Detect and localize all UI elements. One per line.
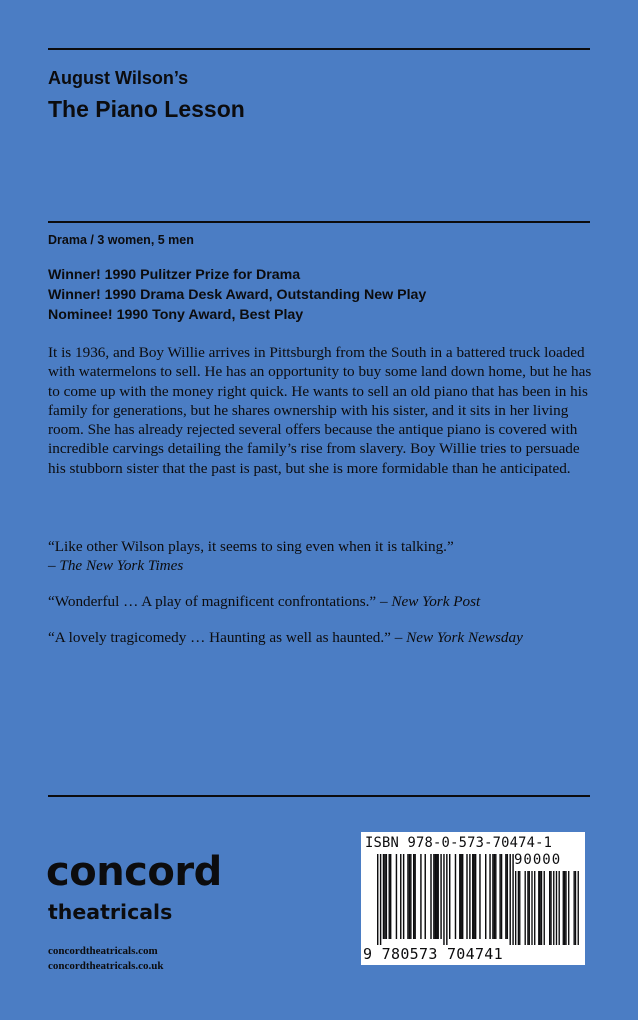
quote-text: “A lovely tragicomedy … Haunting as well as haunted.” <box>48 629 391 646</box>
publisher-url-com[interactable]: concordtheatricals.com <box>48 945 158 957</box>
barcode-bar <box>549 871 550 945</box>
barcode-bar <box>414 854 415 939</box>
barcode-bar <box>377 854 378 945</box>
barcode-bar <box>455 854 456 939</box>
publisher-logo-theatricals: theatricals <box>48 900 173 924</box>
barcode-bar <box>492 854 493 939</box>
barcode-bar <box>413 854 414 939</box>
barcode-bar <box>559 871 560 945</box>
barcode-bar <box>501 854 502 939</box>
review-quote <box>48 537 593 576</box>
barcode-bar <box>544 871 545 945</box>
barcode-bar <box>556 871 557 945</box>
barcode-bar <box>383 854 384 939</box>
barcode-bar <box>420 854 421 939</box>
barcode-bar <box>440 854 441 939</box>
isbn-label: ISBN 978-0-573-70474-1 <box>365 835 553 851</box>
barcode-bar <box>507 854 508 939</box>
barcode-bar <box>400 854 401 939</box>
barcode-bar <box>575 871 576 945</box>
barcode-bar <box>462 854 463 939</box>
barcode-bar <box>437 854 438 939</box>
barcode-bar <box>525 871 526 945</box>
quote-text: “Like other Wilson plays, it seems to sing even when it is talking.” <box>48 538 454 555</box>
barcode-bar <box>495 854 496 939</box>
barcode-bar <box>461 854 462 939</box>
barcode-bar <box>446 854 447 945</box>
quote-text: “Wonderful … A play of magnificent confrontations.” <box>48 593 377 610</box>
publisher-logo-concord: concord <box>46 849 222 895</box>
barcode-bar <box>430 854 431 939</box>
barcode-bar <box>384 854 385 939</box>
barcode-bar <box>386 854 387 939</box>
barcode-bar <box>459 854 460 939</box>
review-quote <box>48 628 593 647</box>
quote-source: New York Newsday <box>406 629 523 646</box>
publisher-url-couk[interactable]: concordtheatricals.co.uk <box>48 960 164 972</box>
awards-list <box>48 265 588 325</box>
barcode-bar <box>505 854 506 939</box>
barcode-bar <box>475 854 476 939</box>
quote-source: New York Post <box>391 593 481 610</box>
barcode-bar <box>389 854 390 939</box>
barcode-bar <box>534 871 535 945</box>
barcode-bar <box>564 871 565 945</box>
quote-dash: – <box>48 557 60 575</box>
barcode-bar <box>565 871 566 945</box>
ean-number: 9 780573 704741 <box>363 945 503 963</box>
barcode-bar <box>509 854 510 945</box>
addon-number: 90000 <box>514 852 562 868</box>
barcode-bar <box>473 854 474 939</box>
barcode-bar <box>433 854 434 939</box>
award-line: Nominee! 1990 Tony Award, Best Play <box>48 307 304 323</box>
barcode-bar <box>550 871 551 945</box>
barcode-bar <box>403 854 404 939</box>
barcode-bar <box>553 871 554 945</box>
book-title: The Piano Lesson <box>48 96 245 122</box>
barcode-bar <box>573 871 574 945</box>
barcode-bar <box>539 871 540 945</box>
award-line: Winner! 1990 Drama Desk Award, Outstanding New Play <box>48 287 427 303</box>
barcode-bar <box>390 854 391 939</box>
cast-info: Drama / 3 women, 5 men <box>48 233 194 247</box>
quote-dash: – <box>390 629 407 646</box>
isbn-barcode <box>361 832 585 965</box>
bottom-rule <box>48 795 590 797</box>
barcode-bar <box>527 871 528 945</box>
barcode-bar <box>472 854 473 939</box>
barcode-bar <box>489 854 490 939</box>
barcode-bar <box>469 854 470 939</box>
barcode-bar <box>443 854 444 945</box>
middle-rule <box>48 221 590 223</box>
barcode-bar <box>515 871 516 945</box>
synopsis: It is 1936, and Boy Willie arrives in Pittsburgh from the South in a battered truck loaded with watermelons to sell. He has an opportunity to buy some land down home, but he has to come up with the money right quick. He wants to sell an old piano that has been in his family for generations, but he shares ownership with his sister, and it sits in her living room. She has already rejected several offers because the antique piano is covered with incredible carvings detailing the family’s rise from slavery. Boy Willie tries to persuade his stubborn sister that the past is past, but she is more formidable than he anticipated. <box>48 344 592 477</box>
barcode-bar <box>425 854 426 939</box>
barcode-bar <box>485 854 486 939</box>
barcode-bar <box>538 871 539 945</box>
top-rule <box>48 48 590 50</box>
quote-source: The New York Times <box>59 557 184 575</box>
barcode-bar <box>436 854 437 939</box>
barcode-bar <box>499 854 500 939</box>
barcode-bar <box>407 854 408 939</box>
barcode-bar <box>409 854 410 939</box>
author-name: August Wilson’s <box>48 68 189 88</box>
review-quote <box>48 592 593 611</box>
barcode-bar <box>529 871 530 945</box>
barcode-bar <box>435 854 436 939</box>
barcode-bar <box>380 854 381 945</box>
barcode-bar <box>531 871 532 945</box>
barcode-bar <box>479 854 480 939</box>
barcode-bar <box>541 871 542 945</box>
barcode-bar <box>396 854 397 939</box>
barcode-bar <box>518 871 519 945</box>
barcode-bar <box>519 871 520 945</box>
barcode-bar <box>578 871 579 945</box>
quote-dash: – <box>376 593 392 610</box>
barcode-bar <box>466 854 467 939</box>
barcode-bar <box>568 871 569 945</box>
barcode-bar <box>449 854 450 939</box>
award-line: Winner! 1990 Pulitzer Prize for Drama <box>48 267 301 283</box>
barcode-bar <box>563 871 564 945</box>
barcode-bar <box>410 854 411 939</box>
barcode-bar <box>494 854 495 939</box>
